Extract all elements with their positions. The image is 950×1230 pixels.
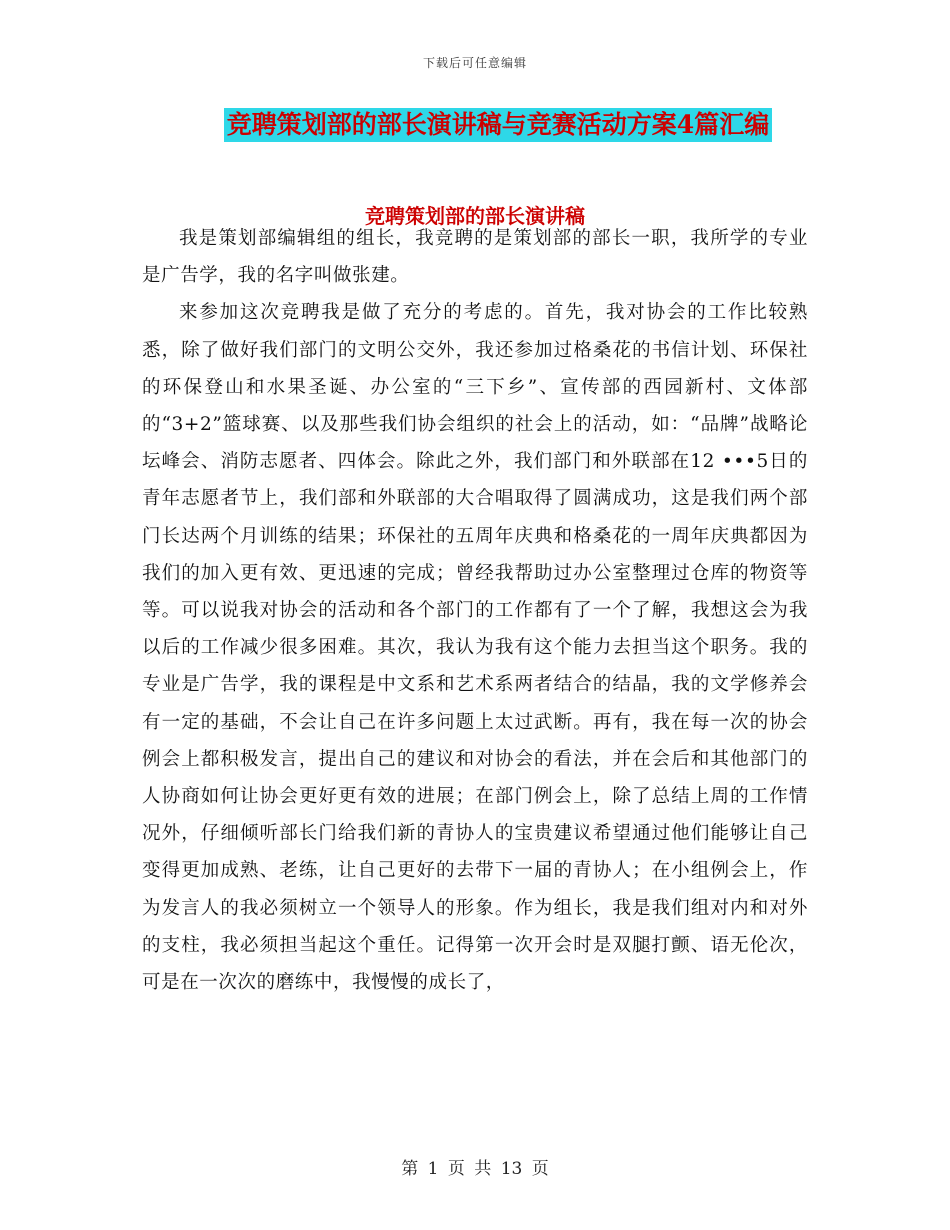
paragraph: 来参加这次竞聘我是做了充分的考虑的。首先，我对协会的工作比较熟悉，除了做好我们部门的文明公交外，我还参加过格桑花的书信计划、环保社的环保登山和水果圣诞、办公室的“三下乡”、宣传部的西园新村、文体部的“3+2”篮球赛、以及那些我们协会组织的社会上的活动，如：“品牌”战略论坛峰会、消防志愿者、四体会。除此之外，我们部门和外联部在12 •••5日的青年志愿者节上，我们部和外联部的大合唱取得了圆满成功，这是我们两个部门长达两个月训练的结果；环保社的五周年庆典和格桑花的一周年庆典都因为我们的加入更有效、更迅速的完成；曾经我帮助过办公室整理过仓库的物资等等。可以说我对协会的活动和各个部门的工作都有了一个了解，我想这会为我以后的工作减少很多困难。其次，我认为我有这个能力去担当这个职务。我的专业是广告学，我的课程是中文系和艺术系两者结合的结晶，我的文学修养会有一定的基础，不会让自己在许多问题上太过武断。再有，我在每一次的协会例会上都积极发言，提出自己的建议和对协会的看法，并在会后和其他部门的人协商如何让协会更好更有效的进展；在部门例会上，除了总结上周的工作情况外，仔细倾听部长门给我们新的青协人的宝贵建议希望通过他们能够让自己变得更加成熟、老练，让自己更好的去带下一届的青协人；在小组例会上，作为发言人的我必须树立一个领导人的形象。作为组长，我是我们组对内和对外的支柱，我必须担当起这个重任。记得第一次开会时是双腿打颤、语无伦次，可是在一次次的磨练中，我慢慢的成长了，	[142, 302, 808, 994]
document-title: 竞聘策划部的部长演讲稿与竞赛活动方案4篇汇编	[224, 108, 772, 142]
page-header-note: 下载后可任意编辑	[422, 56, 527, 70]
document-body	[142, 220, 808, 1001]
page-number: 第 1 页 共 13 页	[401, 1159, 549, 1179]
document-title-container	[0, 108, 950, 142]
section-title: 竞聘策划部的部长演讲稿	[365, 204, 585, 228]
paragraph: 我是策划部编辑组的组长，我竞聘的是策划部的部长一职，我所学的专业是广告学，我的名字叫做张建。	[142, 228, 808, 287]
